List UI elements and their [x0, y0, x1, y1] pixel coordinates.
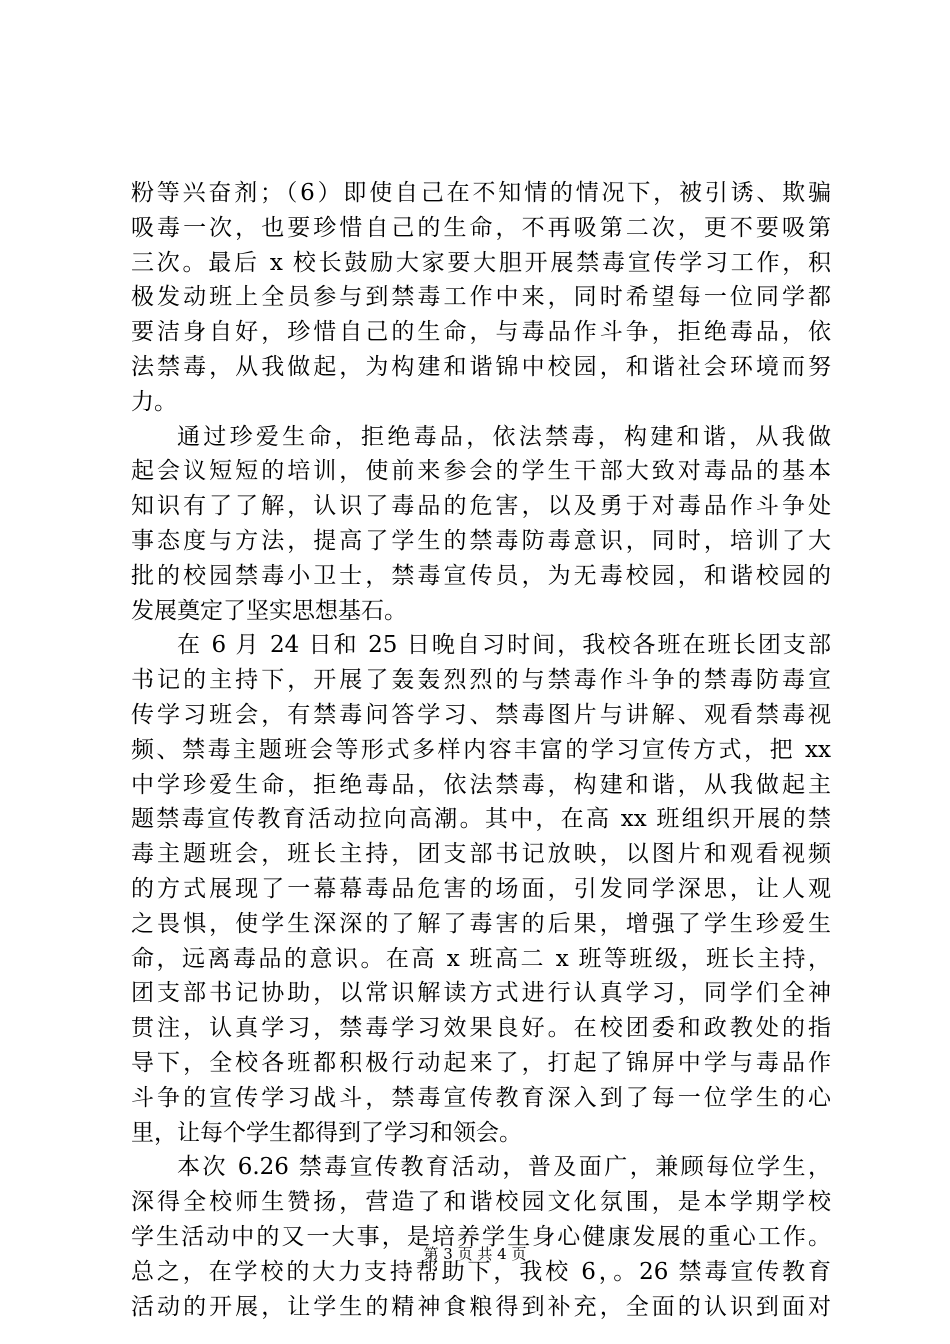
text-line: 总之，在学校的大力支持帮助下，我校 6，。26 禁毒宣传教育 — [131, 1258, 831, 1285]
text-line: 通过珍爱生命，拒绝毒品，依法禁毒，构建和谐，从我做 — [177, 423, 831, 450]
text-line: 事态度与方法，提高了学生的禁毒防毒意识，同时，培训了大 — [131, 527, 831, 554]
text-line: 粉等兴奋剂；（6）即使自己在不知情的情况下，被引诱、欺骗 — [131, 180, 831, 206]
text-line: 里，让每个学生都得到了学习和领会。 — [131, 1119, 522, 1146]
text-line: 深得全校师生赞扬，营造了和谐校园文化氛围，是本学期学校 — [131, 1189, 831, 1216]
text-line: 要洁身自好，珍惜自己的生命，与毒品作斗争，拒绝毒品，依 — [131, 319, 831, 346]
text-line: 知识有了了解，认识了毒品的危害，以及勇于对毒品作斗争处 — [131, 493, 831, 520]
text-line: 导下，全校各班都积极行动起来了，打起了锦屏中学与毒品作 — [131, 1049, 831, 1076]
text-line: 发展奠定了坚实思想基石。 — [131, 597, 407, 624]
text-line: 书记的主持下，开展了轰轰烈烈的与禁毒作斗争的禁毒防毒宣 — [131, 667, 831, 694]
text-line: 吸毒一次，也要珍惜自己的生命，不再吸第二次，更不要吸第 — [131, 214, 831, 241]
text-line: 命，远离毒品的意识。在高 x 班高二 x 班等班级，班长主持， — [131, 945, 831, 972]
text-line: 起会议短短的培训，使前来参会的学生干部大致对毒品的基本 — [131, 458, 831, 485]
text-line: 题禁毒宣传教育活动拉向高潮。其中，在高 xx 班组织开展的禁 — [131, 806, 831, 833]
text-line: 之畏惧，使学生深深的了解了毒害的后果，增强了学生珍爱生 — [131, 910, 831, 937]
text-line: 法禁毒，从我做起，为构建和谐锦中校园，和谐社会环境而努 — [131, 353, 831, 380]
text-line: 贯注，认真学习，禁毒学习效果良好。在校团委和政教处的指 — [131, 1015, 831, 1042]
text-line: 学生活动中的又一大事，是培养学生身心健康发展的重心工作。 — [131, 1223, 831, 1250]
text-line: 团支部书记协助，以常识解读方式进行认真学习，同学们全神 — [131, 980, 831, 1007]
text-line: 毒主题班会，班长主持，团支部书记放映，以图片和观看视频 — [131, 841, 831, 868]
text-line: 极发动班上全员参与到禁毒工作中来，同时希望每一位同学都 — [131, 284, 831, 311]
document-body — [131, 176, 831, 1324]
page-number-footer: 第 3 页 共 4 页 — [423, 1245, 527, 1263]
text-line: 的方式展现了一幕幕毒品危害的场面，引发同学深思，让人观 — [131, 875, 831, 902]
text-line: 本次 6.26 禁毒宣传教育活动，普及面广，兼顾每位学生， — [177, 1154, 831, 1181]
text-line: 中学珍爱生命，拒绝毒品，依法禁毒，构建和谐，从我做起主 — [131, 771, 831, 798]
text-line: 斗争的宣传学习战斗，禁毒宣传教育深入到了每一位学生的心 — [131, 1084, 831, 1111]
text-line: 传学习班会，有禁毒问答学习、禁毒图片与讲解、观看禁毒视 — [131, 701, 831, 728]
text-line: 三次。最后 x 校长鼓励大家要大胆开展禁毒宣传学习工作，积 — [131, 249, 831, 276]
text-line: 批的校园禁毒小卫士，禁毒宣传员，为无毒校园，和谐校园的 — [131, 562, 831, 589]
text-line: 活动的开展，让学生的精神食粮得到补充，全面的认识到面对 — [131, 1293, 831, 1320]
text-line: 频、禁毒主题班会等形式多样内容丰富的学习宣传方式，把 xx — [131, 736, 831, 763]
text-line: 在 6 月 24 日和 25 日晚自习时间，我校各班在班长团支部 — [177, 632, 831, 659]
text-line: 力。 — [131, 388, 177, 415]
